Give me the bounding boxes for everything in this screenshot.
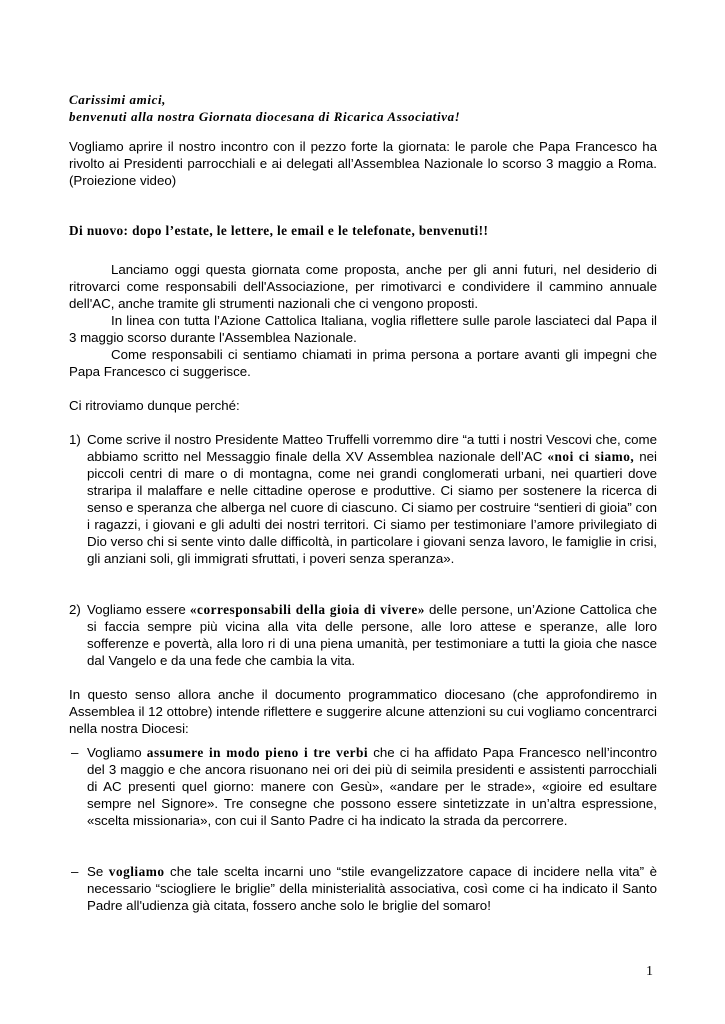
bullet-item-2-text-start: Se xyxy=(87,864,109,879)
paragraph-reflection: In linea con tutta l’Azione Cattolica Italiana, voglia riflettere sulle parole lasciateci dal Papa il 3 maggio scorso durante l'Assemblea Nazionale. xyxy=(69,313,657,345)
salutation xyxy=(69,91,659,125)
bullet-item-2-emphasis: vogliamo xyxy=(108,864,165,879)
list-item-2-emphasis: «corresponsabili della gioia di vivere» xyxy=(189,602,425,617)
bullet-item-2-text xyxy=(87,863,657,914)
list-item-1-text-start: Come scrive il nostro Presidente Matteo Truffelli vorremmo dire “a tutti i nostri Vescovi che, come abbiamo scritto nel Messaggio finale della XV Assemblea nazionale dell’AC xyxy=(87,432,657,464)
list-item-2-text-start: Vogliamo essere xyxy=(87,602,190,617)
list-item-2-text-end: delle persone, un’Azione Cattolica che si faccia sempre più vicina alla vita delle persone, alle loro attese e speranze, alle loro sofferenze e povertà, alla loro ri di una piena umanità, per testimoniare a tutti la gioia che nasce dal Vangelo e da una fede che cambia la vita. xyxy=(87,602,657,668)
page-number: 1 xyxy=(646,964,653,979)
bullet-item-2-text-end: che tale scelta incarni uno “stile evangelizzatore capace di incidere nella vita” è necessario “sciogliere le briglie” della ministerialità associativa, così come ci ha indicato il Santo Padre all'udienza già citata, fossero anche solo le briglie del somaro! xyxy=(87,864,657,913)
salutation-greeting: Carissimi amici, xyxy=(69,92,167,107)
intro-paragraph: Vogliamo aprire il nostro incontro con il pezzo forte la giornata: le parole che Papa Francesco ha rivolto ai Presidenti parrocchiali e ai delegati all’Assemblea Nazionale lo scorso 3 maggio a Roma. (Proiezione video) xyxy=(69,139,657,188)
reasons-intro: Ci ritroviamo dunque perché: xyxy=(69,398,240,413)
list-item-1-number: 1) xyxy=(69,432,81,447)
bullet-item-1-emphasis: assumere in modo pieno i tre verbi xyxy=(146,745,369,760)
list-item-2 xyxy=(69,601,657,669)
closing-paragraph: In questo senso allora anche il documento programmatico diocesano (che approfondiremo in Assemblea il 12 ottobre) intende riflettere e suggerire alcune attenzioni su cui vogliamo concentrarci nella nostra Diocesi: xyxy=(69,687,657,736)
bullet-dash-1: – xyxy=(71,745,79,760)
bullet-item-1-text-start: Vogliamo xyxy=(87,745,147,760)
bullet-item-1 xyxy=(69,744,657,829)
list-item-2-number: 2) xyxy=(69,602,81,617)
paragraph-launch: Lanciamo oggi questa giornata come proposta, anche per gli anni futuri, nel desiderio di ritrovarci come responsabili dell'Associazione, per rimotivarci e condividere il cammino annuale dell'AC, anche tramite gli strumenti nazionali che ci vengono proposti. xyxy=(69,262,657,311)
list-item-1 xyxy=(69,431,657,567)
bullet-item-1-text xyxy=(87,744,657,829)
paragraph-responsibility: Come responsabili ci sentiamo chiamati in prima persona a portare avanti gli impegni che Papa Francesco ci suggerisce. xyxy=(69,347,657,379)
list-item-2-text xyxy=(87,601,657,669)
bullet-item-1-text-end: che ci ha affidato Papa Francesco nell’incontro del 3 maggio e che ancora risuonano nei ori dei più di seimila presidenti e assistenti parrocchiali di AC presenti quel giorno: manere con Gesù», «andare per le strade», «gioire ed esultare sempre nel Signore». Tre consegne che possono essere sintetizzate in un’altra espressione, «scelta missionaria», con cui il Santo Padre ci ha indicato la strada da percorrere. xyxy=(87,745,657,828)
list-item-1-emphasis: «noi ci siamo, xyxy=(547,449,635,464)
list-item-1-text-end: nei piccoli centri di mare o di montagna, come nei grandi conglomerati urbani, nei quartieri dove straripa il malaffare e nelle cittadine operose e produttive. Ci siamo per sostenere la ricerca di senso e speranza che alberga nel cuore di ciascuno. Ci siamo per costruire “sentieri di gioia” con i ragazzi, i giovani e gli adulti dei nostri territori. Ci siamo per testimoniare l’amore privilegiato di Dio verso chi si sente vinto dalle difficoltà, in particolare i giovani senza lavoro, le famiglie in crisi, gli anziani soli, gli immigrati sfruttati, i poveri senza speranza». xyxy=(87,449,657,566)
salutation-welcome: benvenuti alla nostra Giornata diocesana di Ricarica Associativa! xyxy=(69,109,461,124)
list-item-1-text xyxy=(87,431,657,567)
bullet-item-2 xyxy=(69,863,657,914)
bullet-dash-2: – xyxy=(71,864,79,879)
section-heading: Di nuovo: dopo l’estate, le lettere, le email e le telefonate, benvenuti!! xyxy=(69,223,489,238)
